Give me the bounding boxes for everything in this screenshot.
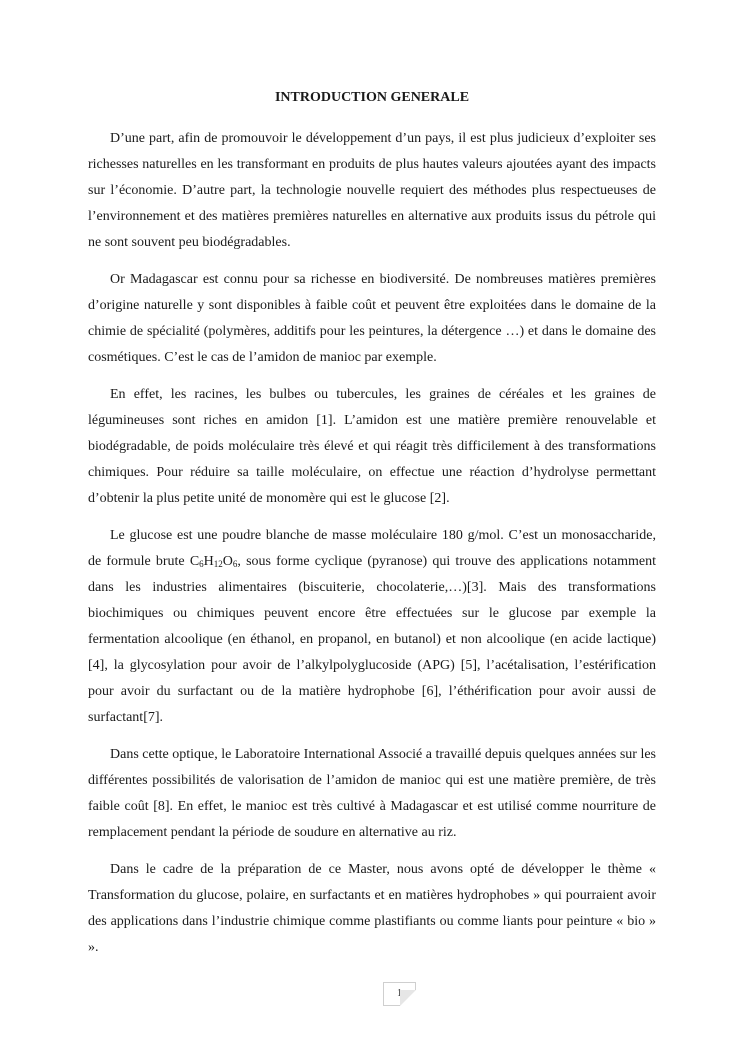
formula-hydrogen-count: 12	[213, 559, 223, 569]
paragraph-4-before-formula: Le glucose est une poudre blanche de masse moléculaire 180 g/mol. C’est un monosaccharide, de formule brute	[88, 528, 656, 569]
page-title: INTRODUCTION GENERALE	[274, 90, 470, 105]
paragraph-4	[88, 523, 656, 731]
formula-hydrogen: H	[203, 554, 214, 569]
formula-carbon-count: 6	[199, 559, 204, 569]
formula-oxygen-count: 6	[232, 559, 238, 569]
paragraph-5: Dans cette optique, le Laboratoire International Associé a travaillé depuis quelques années sur les différentes possibilités de valorisation de l’amidon de manioc qui est une matière première, de très faible coût [8]. En effet, le manioc est très cultivé à Madagascar et est utilisé comme nourriture de remplacement pendant la période de soudure en alternative au riz.	[88, 747, 656, 840]
chemical-formula	[190, 554, 238, 569]
page-number: 1	[383, 982, 416, 1006]
paragraph-4-after-formula: , sous forme cyclique (pyranose) qui trouve des applications notamment dans les industries alimentaires (biscuiterie, chocolaterie,…)[3]. Mais des transformations biochimiques ou chimiques peuvent encore être effectuées sur le glucose par exemple la fermentation alcoolique (en éthanol, en propanol, en butanol) et non alcoolique (en acide lactique)[4], la glycosylation pour avoir de l’alkylpolyglucoside (APG) [5], l’acétalisation, l’estérification pour avoir du surfactant ou de la matière hydrophobe [6], l’éthérification pour avoir aussi de surfactant[7].	[88, 554, 657, 725]
paragraph-2: Or Madagascar est connu pour sa richesse en biodiversité. De nombreuses matières premières d’origine naturelle y sont disponibles à faible coût et peuvent être exploitées dans le domaine de la chimie de spécialité (polymères, additifs pour les peintures, la détergence …) et dans le domaine des cosmétiques. C’est le cas de l’amidon de manioc par exemple.	[88, 272, 656, 365]
paragraph-1: D’une part, afin de promouvoir le développement d’un pays, il est plus judicieux d’exploiter ses richesses naturelles en les transformant en produits de plus hautes valeurs ajoutées ayant des impacts sur l’économie. D’autre part, la technologie nouvelle requiert des méthodes plus respectueuses de l’environnement et des matières premières naturelles en alternative aux produits issus du pétrole qui ne sont souvent peu biodégradables.	[88, 131, 656, 250]
formula-oxygen: O	[222, 554, 233, 569]
document-body	[88, 88, 656, 972]
paragraph-3: En effet, les racines, les bulbes ou tubercules, les graines de céréales et les graines de légumineuses sont riches en amidon [1]. L’amidon est une matière première renouvelable et biodégradable, de poids moléculaire très élevé et qui réagit très difficilement à des transformations chimiques. Pour réduire sa taille moléculaire, on effectue une réaction d’hydrolyse permettant d’obtenir la plus petite unité de monomère qui est le glucose [2].	[88, 387, 656, 506]
formula-carbon: C	[189, 554, 200, 569]
paragraph-6: Dans le cadre de la préparation de ce Master, nous avons opté de développer le thème « Transformation du glucose, polaire, en surfactants et en matières hydrophobes » qui pourraient avoir des applications dans l’industrie chimique comme plastifiants ou comme liants pour peinture « bio » ».	[88, 862, 656, 955]
